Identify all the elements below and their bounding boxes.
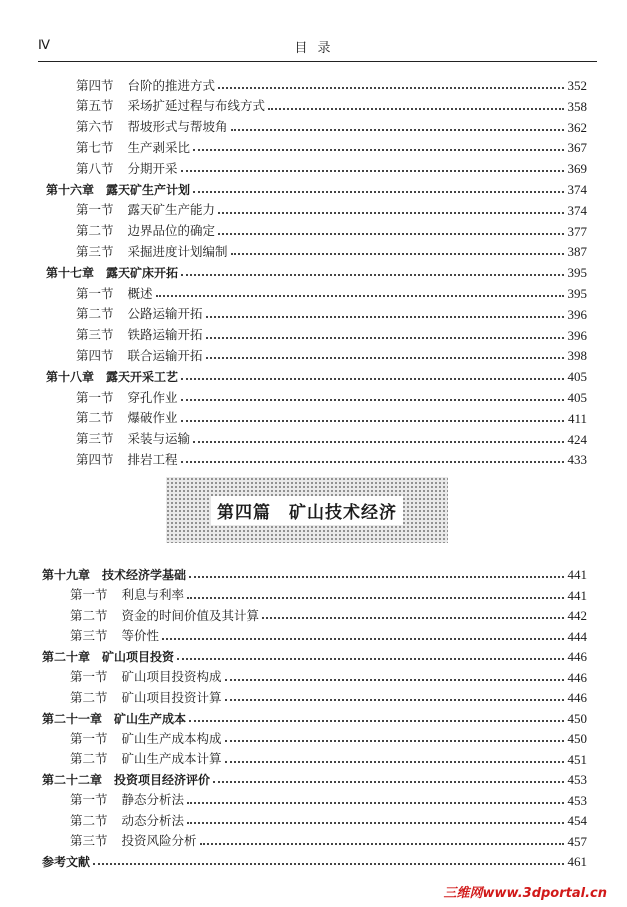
toc-number: 第三节 [76, 243, 114, 259]
toc-number: 第八节 [76, 160, 114, 176]
toc-page-number: 450 [567, 731, 587, 746]
dot-leader [187, 597, 563, 599]
toc-section-row [76, 72, 587, 92]
toc-number: 第二节 [70, 751, 108, 766]
dot-leader [218, 212, 563, 214]
toc-section-row [76, 218, 587, 238]
toc-section-row [70, 582, 587, 602]
toc-title: 露天矿生产计划 [106, 183, 191, 197]
toc-section-row [70, 684, 587, 704]
toc-chapter-row [42, 561, 587, 581]
toc-title: 技术经济学基础 [102, 568, 187, 582]
toc-page-number: 446 [567, 669, 587, 685]
page-header [38, 37, 597, 57]
toc-page-number: 358 [567, 98, 587, 114]
toc-section-row [76, 342, 587, 362]
toc-page-number: 367 [567, 140, 587, 156]
toc-number: 第二节 [76, 410, 114, 426]
toc-page-number: 396 [567, 306, 587, 322]
toc-title: 动态分析法 [121, 812, 185, 828]
toc-page-number: 457 [567, 833, 587, 849]
toc-page-number: 395 [567, 265, 587, 281]
toc-number: 第一节 [70, 669, 108, 684]
toc-page-number: 377 [567, 223, 587, 239]
toc-chapter-row [42, 766, 587, 786]
toc-number: 第六节 [76, 119, 114, 135]
toc-page-number: 405 [567, 369, 587, 385]
dot-leader [262, 617, 563, 619]
toc-number: 第五节 [76, 98, 114, 114]
toc-title: 静态分析法 [121, 792, 185, 807]
toc-number: 第二十一章 [42, 711, 103, 726]
toc-number: 第三节 [70, 628, 108, 643]
dot-leader [231, 253, 564, 255]
toc-title: 铁路运输开拓 [127, 327, 203, 343]
toc-number: 第一节 [70, 587, 108, 602]
dot-leader [200, 843, 564, 845]
toc-title: 投资风险分析 [121, 833, 197, 848]
toc-section-row [76, 280, 587, 300]
toc-section-row [76, 93, 587, 113]
toc-title: 矿山项目投资构成 [121, 669, 222, 684]
toc-title: 矿山项目投资计算 [121, 689, 222, 705]
toc-page-number: 451 [567, 751, 587, 767]
toc-section-row [76, 114, 587, 134]
toc-page-number: 450 [567, 710, 587, 726]
toc-number: 第二节 [70, 689, 108, 705]
toc-section-row [70, 623, 587, 643]
toc-page-number: 374 [567, 182, 587, 197]
toc-section-row [76, 134, 587, 154]
toc-number: 第十九章 [42, 568, 91, 582]
dot-leader [189, 720, 563, 722]
toc-title: 矿山生产成本 [114, 711, 187, 726]
toc-section-row [76, 197, 587, 217]
toc-number: 第二节 [70, 607, 108, 623]
toc-page-number: 387 [567, 244, 587, 260]
toc-number: 第一节 [76, 202, 114, 218]
toc-section-row [70, 807, 587, 827]
toc-page-number: 369 [567, 161, 587, 177]
toc-title: 利息与利率 [121, 587, 185, 602]
dot-leader [181, 420, 564, 422]
toc-title: 露天矿床开拓 [106, 266, 179, 281]
toc-title: 公路运输开拓 [127, 306, 203, 322]
header-rule [38, 61, 597, 62]
toc-section-row [76, 384, 587, 404]
toc-page-number: 454 [567, 813, 587, 828]
dot-leader [225, 740, 564, 742]
toc-number: 第二十章 [42, 650, 91, 664]
toc-title: 资金的时间价值及其计算 [121, 607, 260, 623]
toc-page-number: 446 [567, 649, 587, 664]
dot-leader [181, 378, 563, 380]
toc-title: 等价性 [121, 628, 160, 643]
toc-title: 露天开采工艺 [106, 370, 179, 385]
toc-page-number: 461 [567, 854, 587, 869]
toc-title: 帮坡形式与帮坡角 [127, 119, 228, 135]
toc-section-row [76, 301, 587, 321]
page-number: Ⅳ [38, 37, 50, 52]
dot-leader [231, 129, 564, 131]
toc-number: 第三节 [76, 431, 114, 447]
dot-leader [189, 576, 563, 578]
toc-title: 排岩工程 [127, 451, 178, 467]
dot-leader [181, 399, 564, 401]
dot-leader [225, 761, 564, 763]
toc-section-row [76, 155, 587, 175]
dot-leader [213, 781, 563, 783]
toc-number: 第七节 [76, 139, 114, 155]
toc-page-number: 453 [567, 792, 587, 808]
toc-number: 第四节 [76, 347, 114, 363]
toc-number: 第四节 [76, 77, 114, 93]
toc-title: 边界品位的确定 [127, 223, 216, 239]
toc-page-number: 442 [567, 608, 587, 623]
toc-section-row [76, 238, 587, 258]
dot-leader [181, 274, 563, 276]
toc-section-row [70, 828, 587, 848]
toc-title: 矿山生产成本计算 [121, 751, 222, 766]
toc-number: 第二十二章 [42, 773, 103, 787]
toc-number: 第二节 [76, 306, 114, 322]
toc-section-row [70, 725, 587, 745]
toc-page-number: 446 [567, 690, 587, 705]
toc-title: 投资项目经济评价 [114, 773, 211, 787]
toc-page-number: 362 [567, 119, 587, 135]
toc-section-row [70, 787, 587, 807]
toc-page-number: 374 [567, 202, 587, 218]
toc-title: 采掘进度计划编制 [127, 243, 228, 259]
toc-chapter-row [46, 259, 587, 279]
toc-number: 第十七章 [46, 266, 95, 281]
dot-leader [181, 170, 564, 172]
toc-title: 概述 [127, 285, 153, 301]
dot-leader [225, 679, 564, 681]
toc-page-number: 411 [567, 410, 587, 426]
toc-page-number: 441 [567, 587, 587, 603]
toc-section-row [76, 405, 587, 425]
toc-page-number: 433 [567, 452, 587, 468]
dot-leader [181, 461, 564, 463]
toc-chapter-row [46, 363, 587, 383]
toc-page-number: 395 [567, 286, 587, 301]
toc-number: 第十八章 [46, 370, 95, 385]
toc-number: 第一节 [76, 389, 114, 405]
toc-page-number: 453 [567, 772, 587, 787]
toc-number: 第一节 [70, 730, 108, 746]
toc-page-number: 396 [567, 327, 587, 343]
toc-title: 爆破作业 [127, 410, 178, 426]
toc-number: 第二节 [76, 223, 114, 239]
toc-number: 第二节 [70, 812, 108, 828]
dot-leader [193, 149, 563, 151]
dot-leader [93, 863, 563, 865]
part-banner [166, 477, 448, 543]
toc-title: 生产剥采比 [127, 139, 191, 155]
dot-leader [206, 316, 564, 318]
toc-page-number: 424 [567, 431, 587, 447]
toc-title: 采场扩延过程与布线方式 [127, 98, 266, 114]
dot-leader [206, 357, 564, 359]
toc-number: 第十六章 [46, 183, 95, 197]
toc-section-row [76, 426, 587, 446]
dot-leader [218, 87, 563, 89]
toc-section-row [76, 322, 587, 342]
toc-chapter-row [46, 176, 587, 196]
toc-chapter-row [42, 705, 587, 725]
toc-section-row [70, 746, 587, 766]
watermark: 三维网www.3dportal.cn [443, 886, 607, 901]
dot-leader [193, 441, 563, 443]
toc-title: 台阶的推进方式 [127, 77, 216, 93]
dot-leader [162, 638, 563, 640]
toc-number: 第一节 [70, 792, 108, 807]
part-title: 第四篇 矿山技术经济 [211, 496, 403, 525]
toc-section-row [70, 602, 587, 622]
toc-page-number: 405 [567, 390, 587, 405]
toc-title: 矿山生产成本构成 [121, 730, 222, 746]
toc-number: 第四节 [76, 451, 114, 467]
toc-page-number: 398 [567, 348, 587, 364]
dot-leader [156, 295, 564, 297]
toc-title: 穿孔作业 [127, 389, 178, 405]
toc-title: 分期开采 [127, 160, 178, 176]
dot-leader [206, 337, 564, 339]
toc-page-number: 441 [567, 567, 587, 582]
toc-title: 矿山项目投资 [102, 650, 175, 664]
toc-title: 联合运输开拓 [127, 347, 203, 363]
dot-leader [193, 191, 563, 193]
toc-number: 第一节 [76, 285, 114, 301]
dot-leader [177, 658, 563, 660]
toc-number: 参考文献 [42, 855, 91, 869]
dot-leader [225, 699, 564, 701]
dot-leader [268, 108, 563, 110]
toc-chapter-row [42, 643, 587, 663]
toc-chapter-row [42, 848, 587, 868]
toc-number: 第三节 [70, 833, 108, 848]
dot-leader [218, 233, 563, 235]
running-title: 目录 [294, 41, 341, 56]
toc-title: 露天矿生产能力 [127, 202, 216, 218]
toc-page-number: 352 [567, 78, 587, 93]
toc-section-row [70, 664, 587, 684]
dot-leader [187, 822, 563, 824]
toc-section-row [76, 446, 587, 466]
dot-leader [187, 802, 563, 804]
toc-page-number: 444 [567, 628, 587, 644]
toc-title: 采装与运输 [127, 431, 191, 447]
toc-number: 第三节 [76, 327, 114, 343]
